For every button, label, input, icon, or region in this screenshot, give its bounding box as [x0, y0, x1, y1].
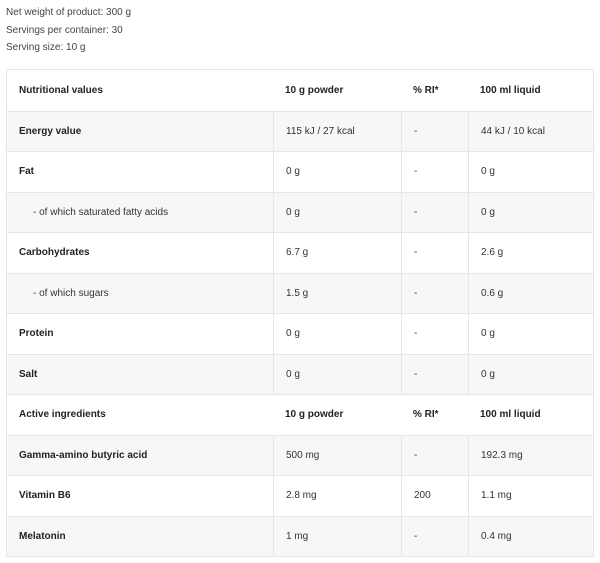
table-row [7, 354, 593, 395]
powder-value: 0 g [273, 314, 401, 354]
nutrient-name: - of which sugars [33, 287, 109, 299]
liquid-value: 0.6 g [468, 274, 593, 314]
table-row [7, 151, 593, 192]
ingredient-name: Vitamin B6 [19, 490, 71, 502]
liquid-value: 44 kJ / 10 kcal [468, 112, 593, 152]
ri-value: 200 [401, 476, 468, 516]
table-row [7, 192, 593, 233]
table-row [7, 475, 593, 516]
header-cell: Nutritional values [19, 84, 103, 96]
table-row [7, 273, 593, 314]
powder-value: 6.7 g [273, 233, 401, 273]
liquid-value: 1.1 mg [468, 476, 593, 516]
table-row [7, 435, 593, 476]
ri-value: - [401, 274, 468, 314]
net-weight: Net weight of product: 300 g [6, 7, 132, 18]
liquid-value: 2.6 g [468, 233, 593, 273]
liquid-value: 0 g [468, 152, 593, 192]
nutrition-table [6, 69, 594, 557]
nutrient-name: Carbohydrates [19, 247, 90, 259]
liquid-value: 0 g [468, 355, 593, 395]
ri-value: - [401, 517, 468, 557]
ri-value: - [401, 152, 468, 192]
powder-value: 0 g [273, 355, 401, 395]
header-cell: 100 ml liquid [480, 409, 541, 421]
powder-value: 0 g [273, 152, 401, 192]
nutrient-name: - of which saturated fatty acids [33, 206, 169, 218]
nutrition-header-row [7, 70, 593, 111]
liquid-value: 0.4 mg [468, 517, 593, 557]
header-cell: Active ingredients [19, 409, 106, 421]
servings-per-container: Servings per container: 30 [6, 24, 123, 36]
liquid-value: 0 g [468, 314, 593, 354]
powder-value: 1.5 g [273, 274, 401, 314]
table-row [7, 516, 593, 557]
header-cell: 10 g powder [285, 409, 344, 421]
ri-value: - [401, 112, 468, 152]
ri-value: - [401, 233, 468, 273]
table-row [7, 232, 593, 273]
ri-value: - [401, 193, 468, 233]
active-header-row [7, 394, 593, 435]
nutrient-name: Fat [19, 166, 34, 178]
table-row [7, 111, 593, 152]
liquid-value: 0 g [468, 193, 593, 233]
liquid-value: 192.3 mg [468, 436, 593, 476]
header-cell: 100 ml liquid [480, 84, 541, 96]
ri-value: - [401, 436, 468, 476]
powder-value: 115 kJ / 27 kcal [273, 112, 401, 152]
nutrient-name: Salt [19, 368, 38, 380]
powder-value: 500 mg [273, 436, 401, 476]
nutrient-name: Energy value [19, 125, 82, 137]
product-meta [6, 4, 131, 57]
header-cell: 10 g powder [285, 84, 344, 96]
header-cell: % RI* [413, 84, 439, 96]
serving-size: Serving size: 10 g [6, 42, 86, 53]
header-cell: % RI* [413, 409, 439, 421]
powder-value: 0 g [273, 193, 401, 233]
ri-value: - [401, 314, 468, 354]
powder-value: 2.8 mg [273, 476, 401, 516]
powder-value: 1 mg [273, 517, 401, 557]
table-row [7, 313, 593, 354]
ingredient-name: Melatonin [19, 530, 66, 542]
nutrient-name: Protein [19, 328, 54, 340]
ingredient-name: Gamma-amino butyric acid [19, 449, 148, 461]
ri-value: - [401, 355, 468, 395]
